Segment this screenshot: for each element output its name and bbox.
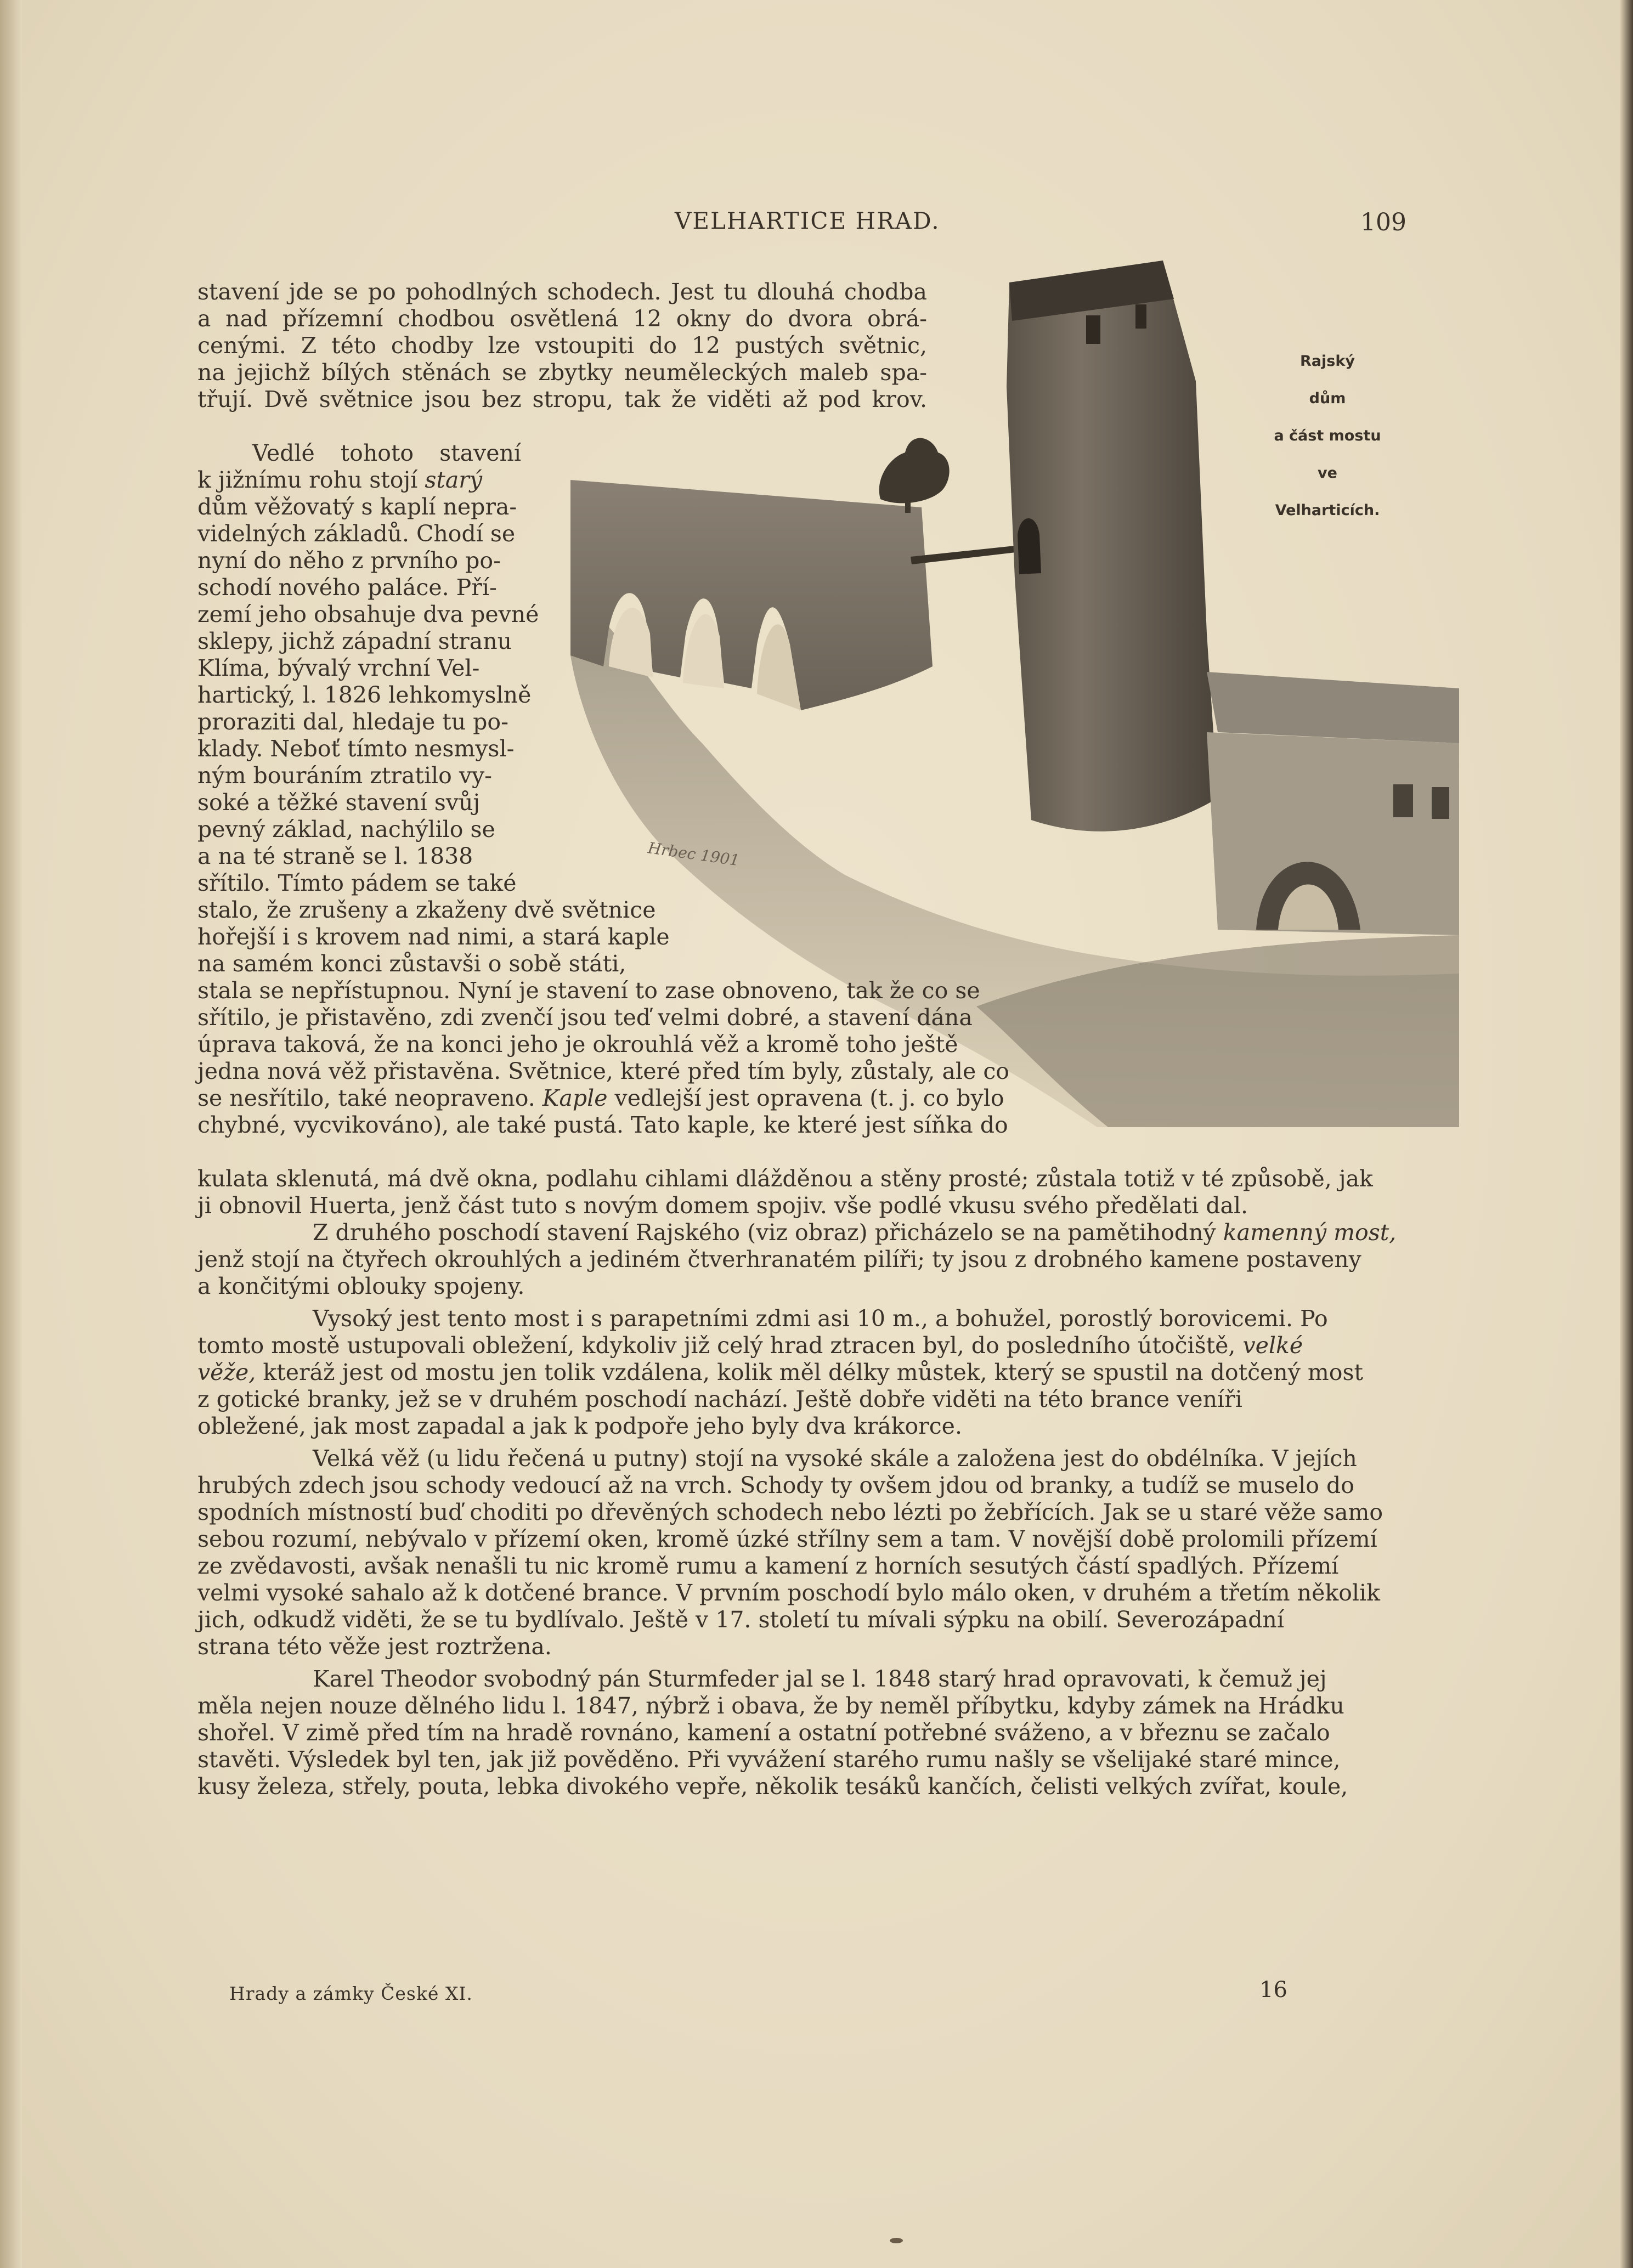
artist-signature: Hrbec 1901 bbox=[647, 839, 741, 870]
text-line: ným bouráním ztratilo vy- bbox=[197, 762, 493, 789]
text-line: stalo, že zrušeny a zkaženy dvě světnice bbox=[197, 897, 656, 923]
text-line: hartický, l. 1826 lehkomyslně bbox=[197, 682, 532, 708]
text-line: chybné, vycvikováno), ale také pustá. Tato kaple, ke které jest síňka do bbox=[197, 1112, 1008, 1138]
text-line: stala se nepřístupnou. Nyní je stavení to zase obnoveno, tak že co se bbox=[197, 977, 980, 1004]
text-block-full bbox=[197, 1166, 1399, 1800]
rajsky-dum-roof bbox=[1207, 672, 1459, 743]
text-line: stavěti. Výsledek byl ten, jak již pověděno. Při vyvážení starého rumu našly se všelijaké staré mince, bbox=[197, 1746, 1341, 1773]
text-line: sřítilo, je přistavěno, zdi zvenčí jsou teď velmi dobré, a stavení dána bbox=[197, 1004, 973, 1031]
text-line: hořejší i s krovem nad nimi, a stará kaple bbox=[197, 924, 670, 950]
text-line: velmi vysoké sahalo až k dotčené brance. V prvním poschodí bylo málo oken, v druhém a třetím několik bbox=[197, 1580, 1380, 1606]
illustration-caption: Rajský dům a část mostu ve Velharticích. bbox=[1274, 353, 1381, 519]
running-head: VELHARTICE HRAD. bbox=[675, 207, 940, 234]
italic-phrase: věže, bbox=[197, 1359, 256, 1385]
text-line: ze zvědavosti, avšak nenašli tu nic kromě rumu a kamení z horních sesutých částí spadlých. Přízemí bbox=[197, 1553, 1339, 1579]
text-line: zemí jeho obsahuje dva pevné bbox=[197, 601, 539, 627]
text-line: nyní do něho z prvního po- bbox=[197, 547, 501, 574]
text-line: Karel Theodor svobodný pán Sturmfeder jal se l. 1848 starý hrad opravovati, k čemuž jej bbox=[313, 1666, 1327, 1692]
text-line: stavení jde se po pohodlných schodech. Jest tu dlouhá chodba bbox=[197, 279, 927, 305]
tower-window-1 bbox=[1086, 315, 1100, 344]
text-line: kulata sklenutá, má dvě okna, podlahu cihlami dlážděnou a stěny prosté; zůstala totiž v té způsobě, jak bbox=[197, 1166, 1373, 1192]
text-line: spodních místností buď choditi po dřevěných schodech nebo lézti po žebřících. Jak se u staré věže samo bbox=[197, 1499, 1383, 1525]
text-line: cenými. Z této chodby lze vstoupiti do 12 pustých světnic, bbox=[197, 332, 927, 359]
italic-phrase: Kaple bbox=[542, 1085, 608, 1111]
text-line: měla nejen nouze dělného lidu l. 1847, nýbrž i obava, že by neměl příbytku, kdyby zámek na Hrádku bbox=[197, 1693, 1344, 1719]
text-line: dům věžovatý s kaplí nepra- bbox=[197, 494, 517, 520]
building-window-2 bbox=[1432, 787, 1449, 819]
text-line: soké a těžké stavení svůj bbox=[197, 789, 481, 816]
text-line: úprava taková, že na konci jeho je okrouhlá věž a kromě toho ještě bbox=[197, 1031, 958, 1057]
footer-series-title: Hrady a zámky České XI. bbox=[229, 1983, 473, 2004]
text-line: a končitými oblouky spojeny. bbox=[197, 1273, 525, 1299]
text-line: kusy železa, střely, pouta, lebka divokého vepře, několik tesáků kančích, čelisti velkých zvířat, koule, bbox=[197, 1773, 1348, 1800]
text-line: hrubých zdech jsou schody vedoucí až na vrch. Schody ty ovšem jdou od branky, a tudíž se muselo do bbox=[197, 1472, 1354, 1498]
text-block-mid bbox=[197, 897, 1009, 1139]
text-block-top bbox=[197, 279, 927, 413]
text-line: jedna nová věž přistavěna. Světnice, které před tím byly, zůstaly, ale co bbox=[197, 1058, 1009, 1084]
text-line: se nesřítilo, také neopraveno. Kaple vedlejší jest opravena (t. j. co bylo bbox=[197, 1085, 1004, 1111]
page-number: 109 bbox=[1360, 208, 1406, 236]
text-line: z gotické branky, jež se v druhém poschodí nachází. Ještě dobře viděti na této brance veníři bbox=[197, 1386, 1242, 1412]
text-line: tomto mostě ustupovali obležení, kdykoliv již celý hrad ztracen byl, do posledního útočiště, velké bbox=[197, 1332, 1303, 1359]
tree-on-bridge bbox=[879, 438, 950, 504]
text-line: pevný základ, nachýlilo se bbox=[197, 816, 495, 842]
text-line: klady. Neboť tímto nesmysl- bbox=[197, 736, 515, 762]
text-line: schodí nového paláce. Pří- bbox=[197, 574, 497, 601]
page-right-edge bbox=[1620, 0, 1633, 2268]
tower-window-2 bbox=[1135, 304, 1146, 329]
text-line: na samém konci zůstavši o sobě státi, bbox=[197, 951, 626, 977]
text-line: Velká věž (u lidu řečená u putny) stojí na vysoké skále a založena jest do obdélníka. V jejích bbox=[313, 1445, 1357, 1472]
building-window-1 bbox=[1393, 784, 1413, 817]
text-line: strana této věže jest roztržena. bbox=[197, 1633, 552, 1660]
wooden-beam bbox=[911, 546, 1016, 564]
text-line: jich, odkudž viděti, že se tu bydlívalo. Ještě v 17. století tu mívali sýpku na obilí. Severozápadní bbox=[197, 1607, 1284, 1633]
text-line: shořel. V zimě před tím na hradě rovnáno, kamení a ostatní potřebné sváženo, a v březnu se začalo bbox=[197, 1720, 1330, 1746]
text-block-narrow bbox=[197, 440, 539, 897]
text-line: věže, kteráž jest od mostu jen tolik vzdálena, kolik měl délky můstek, který se spustil na dotčený most bbox=[197, 1359, 1363, 1385]
text-line: jenž stojí na čtyřech okrouhlých a jediném čtverhranatém pilíři; ty jsou z drobného kamene postaveny bbox=[197, 1246, 1361, 1272]
text-line: sřítilo. Tímto pádem se také bbox=[197, 870, 517, 896]
footer-signature-mark: 16 bbox=[1259, 1977, 1287, 2003]
italic-phrase: kamenný most, bbox=[1223, 1219, 1397, 1246]
text-line: na jejichž bílých stěnách se zbytky neuměleckých maleb spa- bbox=[197, 359, 927, 386]
text-line: Vedlé tohoto stavení bbox=[252, 440, 521, 466]
italic-phrase: velké bbox=[1242, 1332, 1303, 1359]
page-left-edge bbox=[0, 0, 22, 2268]
text-line: obležené, jak most zapadal a jak k podpoře jeho byly dva krákorce. bbox=[197, 1413, 962, 1439]
text-line: Vysoký jest tento most i s parapetními zdmi asi 10 m., a bohužel, porostlý borovicemi. Po bbox=[313, 1305, 1328, 1332]
italic-phrase: starý bbox=[425, 467, 483, 493]
text-line: a na té straně se l. 1838 bbox=[197, 843, 473, 869]
text-line: proraziti dal, hledaje tu po- bbox=[197, 709, 508, 735]
paper-speck bbox=[890, 2238, 903, 2243]
text-line: k jižnímu rohu stojí starý bbox=[197, 467, 483, 493]
text-line: třují. Dvě světnice jsou bez stropu, tak že viděti až pod krov. bbox=[197, 386, 927, 412]
text-line: Z druhého poschodí stavení Rajského (viz obraz) přicházelo se na pamětihodný kamenný most, bbox=[313, 1219, 1397, 1246]
text-line: Klíma, bývalý vrchní Vel- bbox=[197, 655, 480, 681]
text-line: sklepy, jichž západní stranu bbox=[197, 628, 512, 654]
text-line: videlných základů. Chodí se bbox=[197, 521, 516, 547]
text-line: sebou rozumí, nebývalo v přízemí oken, kromě úzké střílny sem a tam. V novější době prolomili přízemí bbox=[197, 1526, 1377, 1552]
text-line: a nad přízemní chodbou osvětlená 12 okny do dvora obrá- bbox=[197, 306, 927, 332]
text-line: ji obnovil Huerta, jenž část tuto s novým domem spojiv. vše podlé vkusu svého předělati dal. bbox=[197, 1192, 1248, 1219]
